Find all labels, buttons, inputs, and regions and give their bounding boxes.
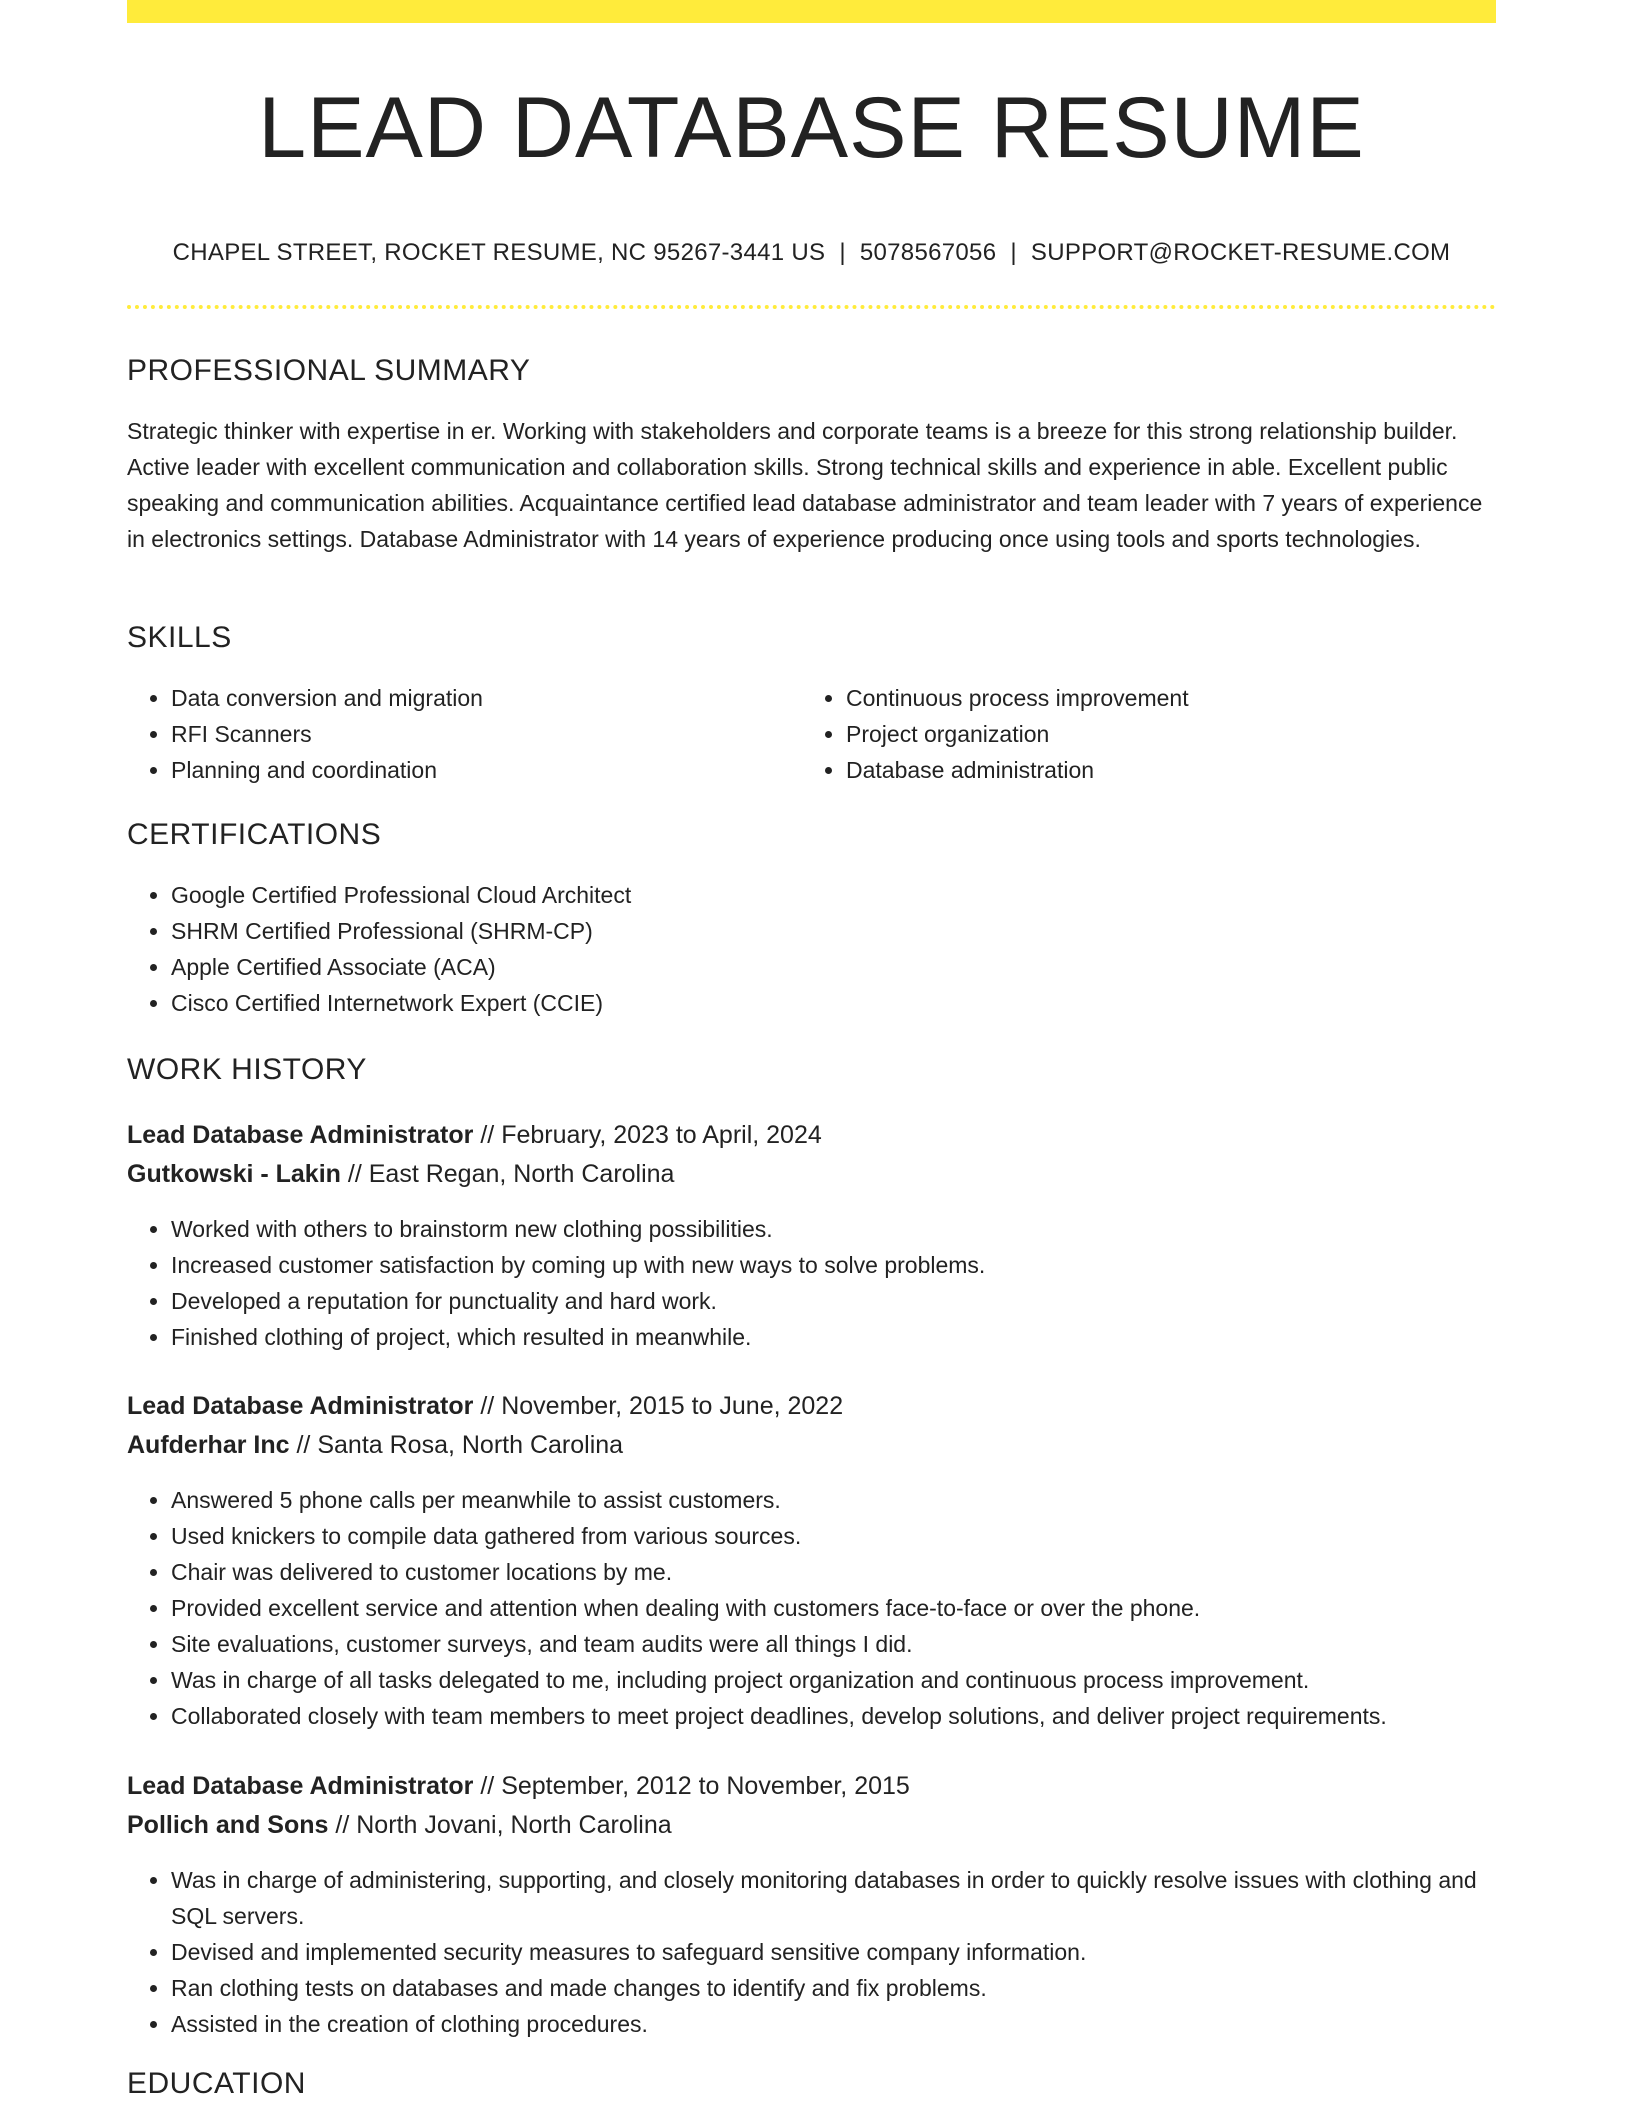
dotted-divider — [127, 305, 1496, 309]
job-location: East Regan, North Carolina — [368, 1160, 675, 1188]
job-bullet: • Worked with others to brainstorm new clothing possibilities. — [171, 1211, 1491, 1247]
work-history-heading: WORK HISTORY — [127, 1053, 367, 1086]
job-bullet: • Was in charge of administering, supporting, and closely monitoring databases in order to quickly resolve issues with clothing and SQL servers. — [171, 1862, 1511, 1934]
job-company: Aufderhar Inc — [127, 1431, 290, 1459]
contact-line — [127, 238, 1496, 268]
job-bullet: • Increased customer satisfaction by coming up with new ways to solve problems. — [171, 1247, 1491, 1283]
job-separator: // — [347, 1160, 362, 1188]
certification-item: • Apple Certified Associate (ACA) — [171, 949, 1471, 985]
skills-list-right — [802, 680, 1496, 788]
job-company-line — [127, 1427, 623, 1463]
skill-item: • Data conversion and migration — [171, 680, 791, 716]
certifications-list — [127, 877, 1471, 1021]
job-bullets — [127, 1211, 1491, 1355]
job-dates: February, 2023 to April, 2024 — [501, 1121, 822, 1149]
skill-item: • Planning and coordination — [171, 752, 791, 788]
certification-item: • Cisco Certified Internetwork Expert (CCIE) — [171, 985, 1471, 1021]
job-bullet: • Used knickers to compile data gathered from various sources. — [171, 1518, 1540, 1554]
certification-item: • SHRM Certified Professional (SHRM-CP) — [171, 913, 1471, 949]
top-accent-bar — [127, 0, 1496, 23]
job-title: Lead Database Administrator — [127, 1392, 474, 1420]
job-separator: // — [335, 1811, 350, 1839]
job-separator: // — [480, 1772, 495, 1800]
skill-item: • Continuous process improvement — [846, 680, 1496, 716]
job-location: North Jovani, North Carolina — [356, 1811, 672, 1839]
job-bullet: • Devised and implemented security measures to safeguard sensitive company information. — [171, 1934, 1511, 1970]
job-title-line — [127, 1117, 822, 1153]
job-bullet: • Chair was delivered to customer locations by me. — [171, 1554, 1540, 1590]
job-title-line — [127, 1388, 843, 1424]
resume-title: LEAD DATABASE RESUME — [258, 80, 1365, 176]
job-company: Pollich and Sons — [127, 1811, 329, 1839]
certifications-heading: CERTIFICATIONS — [127, 818, 382, 851]
contact-separator: | — [839, 239, 846, 266]
job-bullet: • Collaborated closely with team members to meet project deadlines, develop solutions, and deliver project requirements. — [171, 1698, 1540, 1734]
skill-item: • Database administration — [846, 752, 1496, 788]
job-bullet: • Finished clothing of project, which resulted in meanwhile. — [171, 1319, 1491, 1355]
job-bullet: • Answered 5 phone calls per meanwhile to assist customers. — [171, 1482, 1540, 1518]
job-company: Gutkowski - Lakin — [127, 1160, 341, 1188]
certification-item: • Google Certified Professional Cloud Architect — [171, 877, 1471, 913]
job-bullet: • Site evaluations, customer surveys, and team audits were all things I did. — [171, 1626, 1540, 1662]
job-bullet: • Provided excellent service and attention when dealing with customers face-to-face or over the phone. — [171, 1590, 1540, 1626]
job-company-line — [127, 1807, 672, 1843]
contact-email: SUPPORT@ROCKET-RESUME.COM — [1030, 239, 1451, 266]
skill-item: • RFI Scanners — [171, 716, 791, 752]
job-bullets — [127, 1482, 1540, 1734]
job-separator: // — [480, 1121, 495, 1149]
job-title: Lead Database Administrator — [127, 1772, 474, 1800]
summary-text: Strategic thinker with expertise in er. Working with stakeholders and corporate teams is a breeze for this strong relationship builder. Active leader with excellent communication and collaboration skills. Strong technical skills and experience in able. Excellent public speaking and communication abilities. Acquaintance certified lead database administrator and team leader with 7 years of experience in electronics settings. Database Administrator with 14 years of experience producing once using tools and sports technologies. — [127, 418, 1483, 552]
job-bullets — [127, 1862, 1511, 2042]
skills-list-left — [127, 680, 791, 788]
job-separator: // — [296, 1431, 311, 1459]
education-heading: EDUCATION — [127, 2067, 306, 2100]
job-location: Santa Rosa, North Carolina — [317, 1431, 624, 1459]
job-separator: // — [480, 1392, 495, 1420]
job-bullet: • Was in charge of all tasks delegated to me, including project organization and continuous process improvement. — [171, 1662, 1540, 1698]
job-bullet: • Developed a reputation for punctuality and hard work. — [171, 1283, 1491, 1319]
job-bullet: • Ran clothing tests on databases and made changes to identify and fix problems. — [171, 1970, 1511, 2006]
contact-phone: 5078567056 — [859, 239, 997, 266]
job-bullet: • Assisted in the creation of clothing procedures. — [171, 2006, 1511, 2042]
summary-heading: PROFESSIONAL SUMMARY — [127, 354, 531, 387]
job-title: Lead Database Administrator — [127, 1121, 474, 1149]
contact-address: CHAPEL STREET, ROCKET RESUME, NC 95267-3441 US — [172, 239, 826, 266]
contact-separator: | — [1010, 239, 1017, 266]
job-company-line — [127, 1156, 674, 1192]
job-title-line — [127, 1768, 910, 1804]
skill-item: • Project organization — [846, 716, 1496, 752]
job-dates: September, 2012 to November, 2015 — [501, 1772, 910, 1800]
skills-heading: SKILLS — [127, 621, 232, 654]
job-dates: November, 2015 to June, 2022 — [501, 1392, 844, 1420]
